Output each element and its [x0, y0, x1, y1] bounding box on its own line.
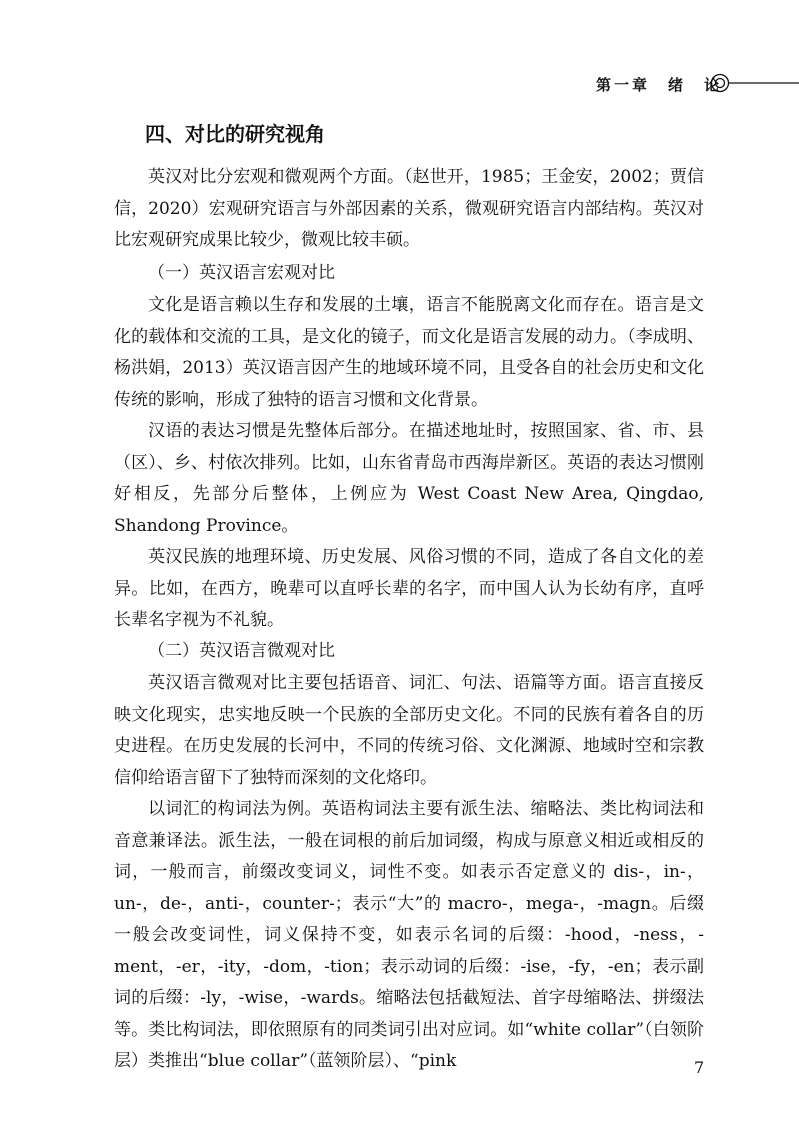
header-ornament-icon	[708, 70, 799, 100]
running-head	[0, 70, 799, 100]
subheading-macro: （一）英汉语言宏观对比	[148, 263, 335, 283]
paragraph-word-formation: 以词汇的构词法为例。英语构词法主要有派生法、缩略法、类比构词法和音意兼译法。派生法，一般在词根的前后加词缀，构成与原意义相近或相反的词，一般而言，前缀改变词义，词性不变。如表示否定意义的 dis-，in-，un-，de-，anti-，counter-；表示“大”的 macro-，mega-，-magn。后缀一般会改变词性，词义保持不变，如表示名词的后缀：-hood，-ness，-ment，-er，-ity，-dom，-tion；表示动词的后缀：-ise，-fy，-en；表示副词的后缀：-ly，-wise，-wards。缩略法包括截短法、首字母缩略法、拼缀法等。类比构词法，即依照原有的同类词引出对应词。如“white collar”（白领阶层）类推出“blue collar”（蓝领阶层）、“pink	[114, 799, 704, 1071]
page-number: 7	[694, 1058, 705, 1077]
subheading-micro: （二）英汉语言微观对比	[148, 641, 335, 661]
paragraph-address-order: 汉语的表达习惯是先整体后部分。在描述地址时，按照国家、省、市、县（区）、乡、村依次排列。比如，山东省青岛市西海岸新区。英语的表达习惯刚好相反，先部分后整体，上例应为 West Coast New Area, Qingdao, Shandong Province。	[114, 421, 704, 536]
paragraph-culture: 文化是语言赖以生存和发展的土壤，语言不能脱离文化而存在。语言是文化的载体和交流的工具，是文化的镜子，而文化是语言发展的动力。（李成明、杨洪娟，2013）英汉语言因产生的地域环境不同，且受各自的社会历史和文化传统的影响，形成了独特的语言习惯和文化背景。	[114, 295, 704, 410]
paragraph-intro: 英汉对比分宏观和微观两个方面。（赵世开，1985；王金安，2002；贾信信，2020）宏观研究语言与外部因素的关系，微观研究语言内部结构。英汉对比宏观研究成果比较少，微观比较丰硕。	[114, 167, 704, 250]
chapter-title: 第一章 绪 论	[596, 76, 723, 94]
section-heading: 四、对比的研究视角	[145, 122, 325, 146]
paragraph-micro: 英汉语言微观对比主要包括语音、词汇、句法、语篇等方面。语言直接反映文化现实，忠实地反映一个民族的全部历史文化。不同的民族有着各自的历史进程。在历史发展的长河中，不同的传统习俗、文化渊源、地域时空和宗教信仰给语言留下了独特而深刻的文化烙印。	[114, 673, 704, 788]
paragraph-cultural-difference: 英汉民族的地理环境、历史发展、风俗习惯的不同，造成了各自文化的差异。比如，在西方，晚辈可以直呼长辈的名字，而中国人认为长幼有序，直呼长辈名字视为不礼貌。	[114, 547, 704, 630]
